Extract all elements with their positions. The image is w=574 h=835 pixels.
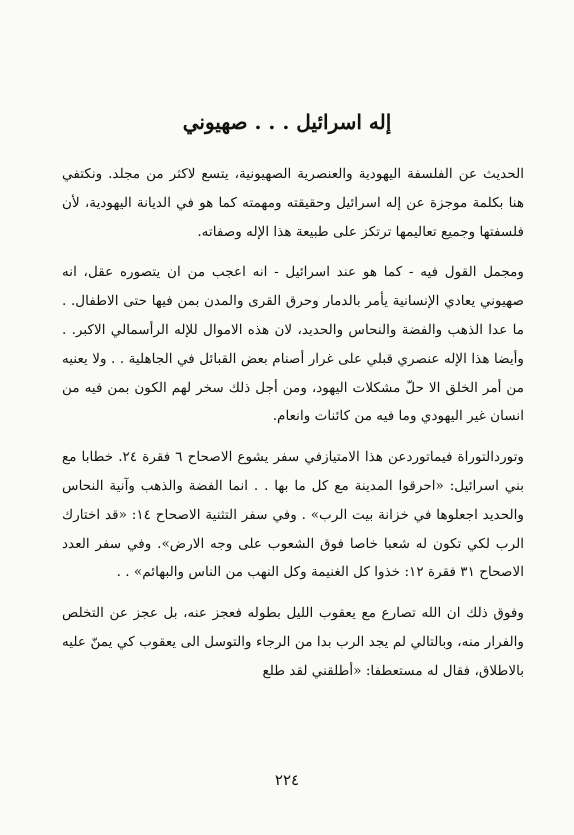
page-number: ٢٢٤ bbox=[274, 771, 300, 789]
paragraph: وتوردالتوراة فيماتوردعن هذا الامتيازفي سفر يشوع الاصحاح ٦ فقرة ٢٤. خطابا مع بني اسرائيل: «احرقوا المدينة مع كل ما بها . . انما الفضة والذهب وآنية النحاس والحديد اجعلوها في خزانة بيت الرب» . وفي سفر التثنية الاصحاح ١٤: «قد اختارك الرب لكي تكون له شعبا خاصا فوق الشعوب على وجه الارض». وفي سفر العدد الاصحاح ٣١ فقرة ١٢: خذوا كل الغنيمة وكل النهب من الناس والبهائم» . . bbox=[62, 449, 525, 581]
chapter-title: إله اسرائيل . . . صهيوني bbox=[182, 110, 392, 134]
paragraph: وفوق ذلك ان الله تصارع مع يعقوب الليل بطوله فعجز عنه، بل عجز عن التخلص والفرار منه، وبالتالي لم يجد الرب بدا من الرجاء والتوسل الى يعقوب كي يمنّ عليه بالاطلاق، فقال له مستعطفا: «أطلقني لقد طلع bbox=[62, 605, 524, 679]
paragraph: الحديث عن الفلسفة اليهودية والعنصرية الصهيونية، يتسع لاكثر من مجلد. ونكتفي هنا بكلمة موجزة عن إله اسرائيل وحقيقته ومهمته كما هو في الديانة اليهودية، لأن فلسفتها وجميع تعاليمها ترتكز على طبيعة هذا الإله وصفاته. bbox=[62, 166, 524, 240]
paragraph: ومجمل القول فيه - كما هو عند اسرائيل - انه اعجب من ان يتصوره عقل، انه صهيوني يعادي الإنسانية يأمر بالدمار وحرق القرى والمدن بمن فيها حتى الاطفال. . ما عدا الذهب والفضة والنحاس والحديد، لان هذه الاموال للإله الرأسمالي الاكبر. . وأيضا هذا الإله عنصري قبلي على غرار أصنام بعض القبائل في الجاهلية . . ولا يعنيه من أمر الخلق الا حلّ مشكلات اليهود، ومن أجل ذلك سخر لهم الكون بمن فيه من انسان غير اليهودي وما فيه من كائنات وانعام. bbox=[62, 264, 524, 425]
body-text bbox=[62, 160, 524, 698]
